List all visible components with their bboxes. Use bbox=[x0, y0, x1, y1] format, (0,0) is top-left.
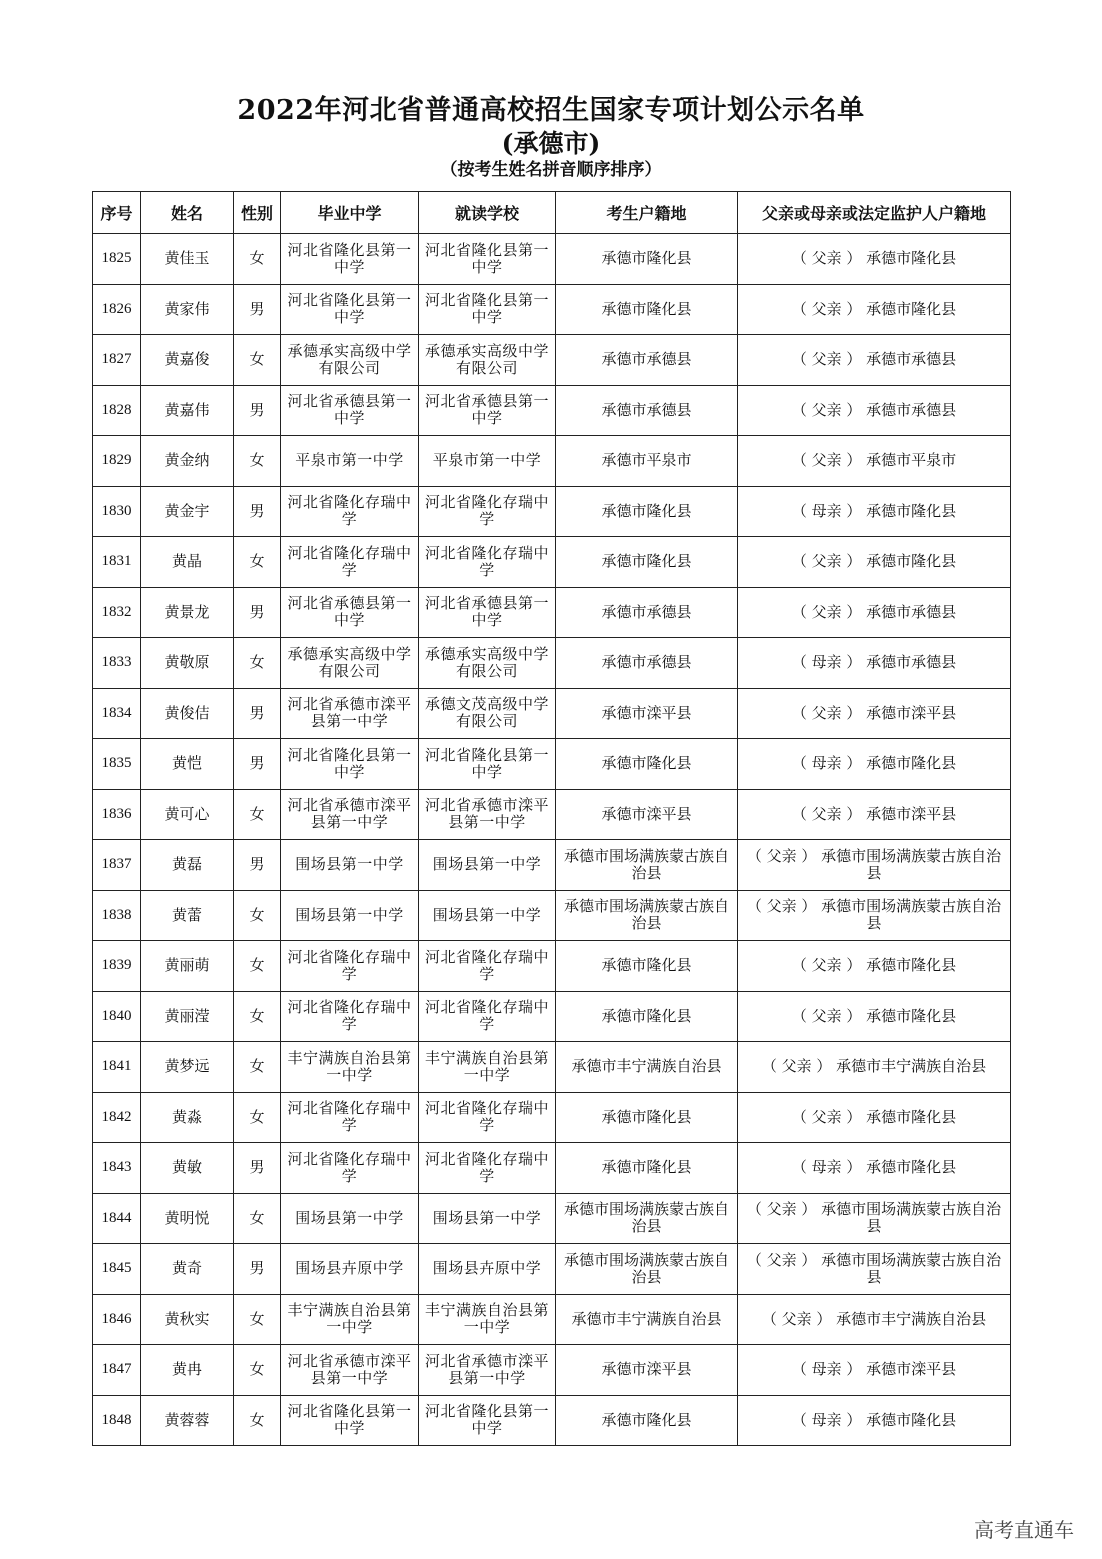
cell-study-school: 平泉市第一中学 bbox=[419, 436, 556, 487]
cell-hukou: 承德市隆化县 bbox=[556, 991, 738, 1042]
document-subtitle: (承德市) bbox=[501, 129, 601, 158]
cell-name: 黄丽滢 bbox=[141, 991, 234, 1042]
cell-name: 黄嘉俊 bbox=[141, 335, 234, 386]
cell-study-school: 丰宁满族自治县第一中学 bbox=[419, 1294, 556, 1345]
header-grad-school: 毕业中学 bbox=[281, 192, 419, 234]
cell-grad-school: 承德承实高级中学有限公司 bbox=[281, 335, 419, 386]
cell-hukou: 承德市隆化县 bbox=[556, 739, 738, 790]
table-row bbox=[93, 991, 1011, 1042]
table-row bbox=[93, 941, 1011, 992]
cell-grad-school: 河北省隆化存瑞中学 bbox=[281, 941, 419, 992]
cell-name: 黄秋实 bbox=[141, 1294, 234, 1345]
cell-grad-school: 河北省承德市滦平县第一中学 bbox=[281, 688, 419, 739]
cell-grad-school: 河北省隆化县第一中学 bbox=[281, 1395, 419, 1446]
table-row bbox=[93, 335, 1011, 386]
cell-hukou: 承德市承德县 bbox=[556, 335, 738, 386]
cell-grad-school: 河北省隆化县第一中学 bbox=[281, 739, 419, 790]
header-row bbox=[93, 192, 1011, 234]
cell-gender: 女 bbox=[234, 537, 281, 588]
cell-seq: 1846 bbox=[93, 1294, 141, 1345]
cell-seq: 1845 bbox=[93, 1244, 141, 1295]
cell-guardian-hukou: （ 母亲 ） 承德市滦平县 bbox=[738, 1345, 1011, 1396]
cell-study-school: 河北省承德县第一中学 bbox=[419, 385, 556, 436]
table-row bbox=[93, 436, 1011, 487]
table-row bbox=[93, 587, 1011, 638]
cell-guardian-hukou: （ 父亲 ） 承德市丰宁满族自治县 bbox=[738, 1042, 1011, 1093]
table-body bbox=[93, 234, 1011, 1446]
cell-seq: 1836 bbox=[93, 789, 141, 840]
cell-name: 黄金宇 bbox=[141, 486, 234, 537]
cell-study-school: 承德文茂高级中学有限公司 bbox=[419, 688, 556, 739]
cell-study-school: 河北省隆化存瑞中学 bbox=[419, 486, 556, 537]
cell-grad-school: 承德承实高级中学有限公司 bbox=[281, 638, 419, 689]
table-row bbox=[93, 1345, 1011, 1396]
cell-guardian-hukou: （ 母亲 ） 承德市承德县 bbox=[738, 638, 1011, 689]
cell-guardian-hukou: （ 父亲 ） 承德市承德县 bbox=[738, 385, 1011, 436]
cell-grad-school: 河北省隆化存瑞中学 bbox=[281, 486, 419, 537]
cell-guardian-hukou: （ 父亲 ） 承德市平泉市 bbox=[738, 436, 1011, 487]
cell-gender: 女 bbox=[234, 1092, 281, 1143]
cell-grad-school: 平泉市第一中学 bbox=[281, 436, 419, 487]
cell-seq: 1830 bbox=[93, 486, 141, 537]
table-row bbox=[93, 1193, 1011, 1244]
cell-gender: 女 bbox=[234, 335, 281, 386]
cell-seq: 1833 bbox=[93, 638, 141, 689]
cell-guardian-hukou: （ 父亲 ） 承德市隆化县 bbox=[738, 991, 1011, 1042]
cell-seq: 1827 bbox=[93, 335, 141, 386]
cell-gender: 女 bbox=[234, 890, 281, 941]
table-row bbox=[93, 284, 1011, 335]
cell-study-school: 围场县第一中学 bbox=[419, 890, 556, 941]
cell-gender: 女 bbox=[234, 234, 281, 285]
cell-hukou: 承德市隆化县 bbox=[556, 537, 738, 588]
cell-hukou: 承德市隆化县 bbox=[556, 234, 738, 285]
cell-study-school: 丰宁满族自治县第一中学 bbox=[419, 1042, 556, 1093]
cell-guardian-hukou: （ 父亲 ） 承德市滦平县 bbox=[738, 688, 1011, 739]
cell-hukou: 承德市隆化县 bbox=[556, 284, 738, 335]
cell-guardian-hukou: （ 母亲 ） 承德市隆化县 bbox=[738, 739, 1011, 790]
cell-guardian-hukou: （ 父亲 ） 承德市围场满族蒙古族自治县 bbox=[738, 1193, 1011, 1244]
cell-study-school: 承德承实高级中学有限公司 bbox=[419, 638, 556, 689]
cell-hukou: 承德市围场满族蒙古族自治县 bbox=[556, 890, 738, 941]
table-row bbox=[93, 1395, 1011, 1446]
cell-study-school: 河北省隆化县第一中学 bbox=[419, 284, 556, 335]
table-row bbox=[93, 1042, 1011, 1093]
cell-seq: 1835 bbox=[93, 739, 141, 790]
cell-grad-school: 河北省承德市滦平县第一中学 bbox=[281, 1345, 419, 1396]
cell-seq: 1847 bbox=[93, 1345, 141, 1396]
cell-gender: 女 bbox=[234, 1294, 281, 1345]
cell-hukou: 承德市承德县 bbox=[556, 587, 738, 638]
cell-study-school: 河北省隆化县第一中学 bbox=[419, 739, 556, 790]
header-hukou: 考生户籍地 bbox=[556, 192, 738, 234]
cell-seq: 1834 bbox=[93, 688, 141, 739]
cell-gender: 女 bbox=[234, 1395, 281, 1446]
cell-gender: 女 bbox=[234, 941, 281, 992]
cell-guardian-hukou: （ 父亲 ） 承德市承德县 bbox=[738, 587, 1011, 638]
cell-study-school: 围场县第一中学 bbox=[419, 1193, 556, 1244]
cell-hukou: 承德市滦平县 bbox=[556, 688, 738, 739]
cell-grad-school: 河北省隆化存瑞中学 bbox=[281, 1143, 419, 1194]
cell-guardian-hukou: （ 父亲 ） 承德市隆化县 bbox=[738, 1092, 1011, 1143]
cell-guardian-hukou: （ 母亲 ） 承德市隆化县 bbox=[738, 1143, 1011, 1194]
cell-grad-school: 河北省隆化存瑞中学 bbox=[281, 537, 419, 588]
cell-guardian-hukou: （ 父亲 ） 承德市隆化县 bbox=[738, 537, 1011, 588]
cell-grad-school: 河北省隆化县第一中学 bbox=[281, 234, 419, 285]
table-row bbox=[93, 890, 1011, 941]
cell-grad-school: 河北省承德县第一中学 bbox=[281, 587, 419, 638]
cell-seq: 1826 bbox=[93, 284, 141, 335]
cell-name: 黄景龙 bbox=[141, 587, 234, 638]
cell-seq: 1844 bbox=[93, 1193, 141, 1244]
document-title: 2022年河北省普通高校招生国家专项计划公示名单 bbox=[237, 95, 865, 126]
cell-name: 黄恺 bbox=[141, 739, 234, 790]
cell-gender: 女 bbox=[234, 1042, 281, 1093]
cell-seq: 1848 bbox=[93, 1395, 141, 1446]
cell-guardian-hukou: （ 父亲 ） 承德市承德县 bbox=[738, 335, 1011, 386]
cell-grad-school: 围场县第一中学 bbox=[281, 840, 419, 891]
cell-seq: 1839 bbox=[93, 941, 141, 992]
cell-grad-school: 围场县第一中学 bbox=[281, 890, 419, 941]
cell-seq: 1825 bbox=[93, 234, 141, 285]
cell-hukou: 承德市围场满族蒙古族自治县 bbox=[556, 1244, 738, 1295]
table-row bbox=[93, 789, 1011, 840]
cell-hukou: 承德市丰宁满族自治县 bbox=[556, 1042, 738, 1093]
cell-hukou: 承德市滦平县 bbox=[556, 1345, 738, 1396]
cell-seq: 1829 bbox=[93, 436, 141, 487]
cell-guardian-hukou: （ 父亲 ） 承德市丰宁满族自治县 bbox=[738, 1294, 1011, 1345]
cell-gender: 男 bbox=[234, 840, 281, 891]
table-row bbox=[93, 739, 1011, 790]
roster-table bbox=[92, 191, 1011, 1446]
cell-grad-school: 河北省承德县第一中学 bbox=[281, 385, 419, 436]
cell-hukou: 承德市平泉市 bbox=[556, 436, 738, 487]
cell-hukou: 承德市隆化县 bbox=[556, 1143, 738, 1194]
table-row bbox=[93, 1143, 1011, 1194]
cell-seq: 1841 bbox=[93, 1042, 141, 1093]
cell-study-school: 河北省隆化县第一中学 bbox=[419, 234, 556, 285]
cell-grad-school: 围场县卉原中学 bbox=[281, 1244, 419, 1295]
cell-guardian-hukou: （ 父亲 ） 承德市滦平县 bbox=[738, 789, 1011, 840]
cell-name: 黄晶 bbox=[141, 537, 234, 588]
cell-hukou: 承德市隆化县 bbox=[556, 1395, 738, 1446]
cell-grad-school: 丰宁满族自治县第一中学 bbox=[281, 1294, 419, 1345]
cell-name: 黄金纳 bbox=[141, 436, 234, 487]
table-row bbox=[93, 537, 1011, 588]
table-row bbox=[93, 688, 1011, 739]
cell-hukou: 承德市隆化县 bbox=[556, 486, 738, 537]
cell-gender: 男 bbox=[234, 486, 281, 537]
cell-gender: 男 bbox=[234, 1244, 281, 1295]
cell-hukou: 承德市隆化县 bbox=[556, 1092, 738, 1143]
cell-seq: 1843 bbox=[93, 1143, 141, 1194]
cell-gender: 男 bbox=[234, 1143, 281, 1194]
cell-gender: 女 bbox=[234, 1193, 281, 1244]
cell-seq: 1828 bbox=[93, 385, 141, 436]
cell-guardian-hukou: （ 父亲 ） 承德市围场满族蒙古族自治县 bbox=[738, 890, 1011, 941]
cell-gender: 男 bbox=[234, 385, 281, 436]
cell-gender: 女 bbox=[234, 436, 281, 487]
cell-seq: 1832 bbox=[93, 587, 141, 638]
cell-name: 黄敬原 bbox=[141, 638, 234, 689]
cell-study-school: 河北省隆化存瑞中学 bbox=[419, 1092, 556, 1143]
cell-name: 黄蓉蓉 bbox=[141, 1395, 234, 1446]
table-row bbox=[93, 840, 1011, 891]
cell-name: 黄敏 bbox=[141, 1143, 234, 1194]
cell-grad-school: 河北省隆化县第一中学 bbox=[281, 284, 419, 335]
cell-guardian-hukou: （ 父亲 ） 承德市围场满族蒙古族自治县 bbox=[738, 840, 1011, 891]
sort-note: （按考生姓名拼音顺序排序） bbox=[440, 160, 662, 180]
cell-grad-school: 河北省承德市滦平县第一中学 bbox=[281, 789, 419, 840]
cell-name: 黄可心 bbox=[141, 789, 234, 840]
header-seq: 序号 bbox=[93, 192, 141, 234]
table-row bbox=[93, 1092, 1011, 1143]
cell-gender: 男 bbox=[234, 284, 281, 335]
cell-study-school: 围场县第一中学 bbox=[419, 840, 556, 891]
cell-gender: 女 bbox=[234, 789, 281, 840]
cell-guardian-hukou: （ 父亲 ） 承德市隆化县 bbox=[738, 941, 1011, 992]
cell-gender: 男 bbox=[234, 587, 281, 638]
cell-seq: 1831 bbox=[93, 537, 141, 588]
table-row bbox=[93, 486, 1011, 537]
cell-study-school: 河北省隆化存瑞中学 bbox=[419, 1143, 556, 1194]
table-row bbox=[93, 385, 1011, 436]
header-guardian-hukou: 父亲或母亲或法定监护人户籍地 bbox=[738, 192, 1011, 234]
cell-hukou: 承德市围场满族蒙古族自治县 bbox=[556, 1193, 738, 1244]
cell-study-school: 河北省隆化存瑞中学 bbox=[419, 537, 556, 588]
cell-name: 黄家伟 bbox=[141, 284, 234, 335]
cell-hukou: 承德市隆化县 bbox=[556, 941, 738, 992]
cell-name: 黄丽萌 bbox=[141, 941, 234, 992]
cell-gender: 女 bbox=[234, 638, 281, 689]
cell-guardian-hukou: （ 父亲 ） 承德市隆化县 bbox=[738, 284, 1011, 335]
cell-guardian-hukou: （ 母亲 ） 承德市隆化县 bbox=[738, 486, 1011, 537]
cell-guardian-hukou: （ 母亲 ） 承德市隆化县 bbox=[738, 1395, 1011, 1446]
cell-hukou: 承德市丰宁满族自治县 bbox=[556, 1294, 738, 1345]
cell-study-school: 河北省隆化存瑞中学 bbox=[419, 941, 556, 992]
table-row bbox=[93, 1294, 1011, 1345]
cell-guardian-hukou: （ 父亲 ） 承德市隆化县 bbox=[738, 234, 1011, 285]
cell-name: 黄淼 bbox=[141, 1092, 234, 1143]
header-gender: 性别 bbox=[234, 192, 281, 234]
cell-name: 黄俊佶 bbox=[141, 688, 234, 739]
cell-name: 黄磊 bbox=[141, 840, 234, 891]
cell-study-school: 河北省承德市滦平县第一中学 bbox=[419, 1345, 556, 1396]
cell-name: 黄梦远 bbox=[141, 1042, 234, 1093]
cell-name: 黄嘉伟 bbox=[141, 385, 234, 436]
cell-name: 黄冉 bbox=[141, 1345, 234, 1396]
header-study-school: 就读学校 bbox=[419, 192, 556, 234]
cell-grad-school: 河北省隆化存瑞中学 bbox=[281, 991, 419, 1042]
table-row bbox=[93, 234, 1011, 285]
cell-gender: 女 bbox=[234, 1345, 281, 1396]
cell-name: 黄明悦 bbox=[141, 1193, 234, 1244]
cell-grad-school: 河北省隆化存瑞中学 bbox=[281, 1092, 419, 1143]
cell-grad-school: 围场县第一中学 bbox=[281, 1193, 419, 1244]
cell-hukou: 承德市围场满族蒙古族自治县 bbox=[556, 840, 738, 891]
cell-study-school: 围场县卉原中学 bbox=[419, 1244, 556, 1295]
table-row bbox=[93, 638, 1011, 689]
table-row bbox=[93, 1244, 1011, 1295]
cell-hukou: 承德市承德县 bbox=[556, 638, 738, 689]
cell-name: 黄蕾 bbox=[141, 890, 234, 941]
cell-study-school: 河北省隆化县第一中学 bbox=[419, 1395, 556, 1446]
cell-study-school: 承德承实高级中学有限公司 bbox=[419, 335, 556, 386]
header-name: 姓名 bbox=[141, 192, 234, 234]
cell-study-school: 河北省承德县第一中学 bbox=[419, 587, 556, 638]
cell-seq: 1840 bbox=[93, 991, 141, 1042]
cell-gender: 女 bbox=[234, 991, 281, 1042]
cell-name: 黄奇 bbox=[141, 1244, 234, 1295]
cell-hukou: 承德市承德县 bbox=[556, 385, 738, 436]
cell-gender: 男 bbox=[234, 688, 281, 739]
cell-seq: 1837 bbox=[93, 840, 141, 891]
watermark: 高考直通车 bbox=[974, 1518, 1074, 1542]
cell-grad-school: 丰宁满族自治县第一中学 bbox=[281, 1042, 419, 1093]
cell-hukou: 承德市滦平县 bbox=[556, 789, 738, 840]
cell-gender: 男 bbox=[234, 739, 281, 790]
cell-seq: 1842 bbox=[93, 1092, 141, 1143]
cell-study-school: 河北省隆化存瑞中学 bbox=[419, 991, 556, 1042]
cell-name: 黄佳玉 bbox=[141, 234, 234, 285]
cell-guardian-hukou: （ 父亲 ） 承德市围场满族蒙古族自治县 bbox=[738, 1244, 1011, 1295]
cell-seq: 1838 bbox=[93, 890, 141, 941]
cell-study-school: 河北省承德市滦平县第一中学 bbox=[419, 789, 556, 840]
